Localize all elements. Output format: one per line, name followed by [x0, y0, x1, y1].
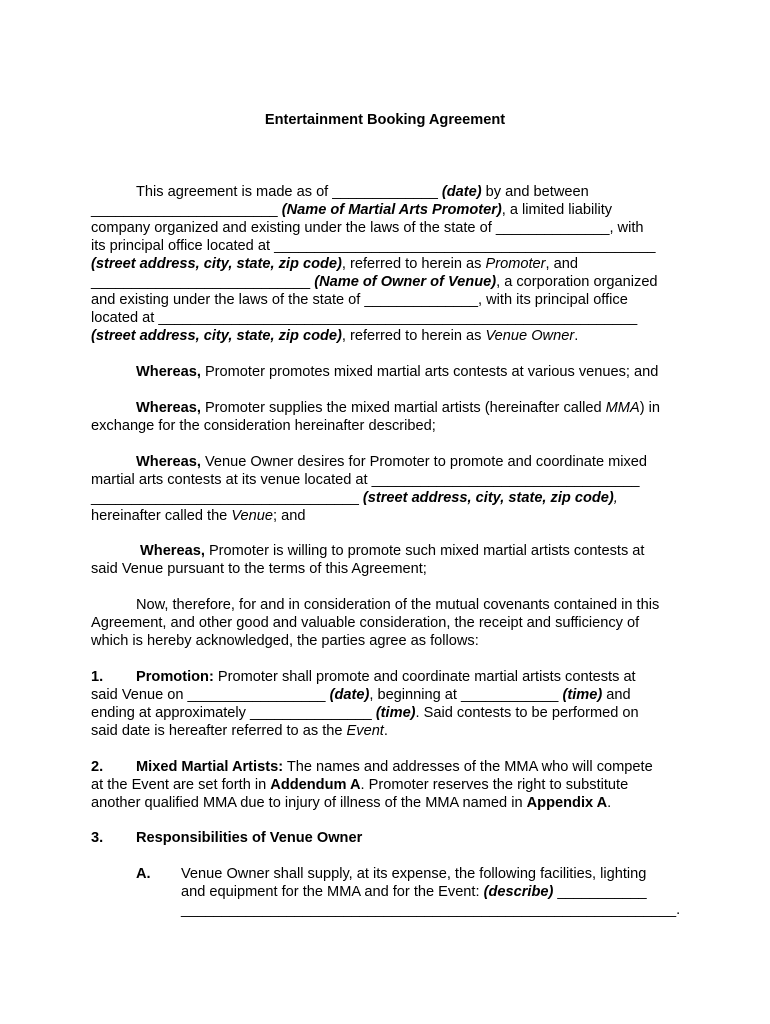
whereas-3-line-2: martial arts contests at its venue located at _________________________________ — [91, 472, 640, 488]
intro-line-2: _______________________ (Name of Martial Arts Promoter), a limited liability — [91, 202, 613, 218]
now-therefore-line-1: Now, therefore, for and in consideration of the mutual covenants contained in this — [136, 597, 660, 613]
intro-line-7: and existing under the laws of the state of ______________, with its principal office — [91, 292, 628, 308]
section-2-number: 2. — [91, 759, 104, 775]
whereas-4-line-1: Whereas, Promoter is willing to promote such mixed martial artists contests at — [140, 543, 645, 559]
section-1-number: 1. — [91, 669, 104, 685]
intro-line-3: company organized and existing under the laws of the state of ______________, with — [91, 220, 644, 236]
subsection-a-label: A. — [136, 866, 151, 882]
whereas-3-line-1: Whereas, Venue Owner desires for Promoter to promote and coordinate mixed — [136, 454, 648, 470]
now-therefore-line-2: Agreement, and other good and valuable consideration, the receipt and sufficiency of — [91, 615, 640, 631]
intro-line-1: This agreement is made as of _____________ (date) by and between — [136, 184, 589, 200]
intro-line-8: located at ___________________________________________________________ — [91, 310, 638, 326]
whereas-3-line-4: hereinafter called the Venue; and — [91, 508, 306, 524]
section-1-line-1: Promotion: Promoter shall promote and coordinate martial artists contests at — [136, 669, 636, 685]
intro-line-5: (street address, city, state, zip code), referred to herein as Promoter, and — [91, 256, 578, 272]
section-2-line-1: Mixed Martial Artists: The names and addresses of the MMA who will compete — [136, 759, 653, 775]
document-title: Entertainment Booking Agreement — [264, 112, 506, 128]
intro-line-4: its principal office located at _______________________________________________ — [91, 238, 656, 254]
whereas-2-line-1: Whereas, Promoter supplies the mixed martial artists (hereinafter called MMA) in — [136, 400, 660, 416]
section-1-line-4: said date is hereafter referred to as the Event. — [91, 723, 388, 739]
section-3-heading: Responsibilities of Venue Owner — [136, 830, 363, 846]
subsection-a-line-3: _____________________________________________________________. — [181, 902, 681, 918]
subsection-a-line-2: and equipment for the MMA and for the Event: (describe) ___________ — [181, 884, 647, 900]
whereas-1: Whereas, Promoter promotes mixed martial arts contests at various venues; and — [136, 364, 659, 380]
intro-line-9: (street address, city, state, zip code), referred to herein as Venue Owner. — [91, 328, 579, 344]
subsection-a-line-1: Venue Owner shall supply, at its expense, the following facilities, lighting — [181, 866, 647, 882]
whereas-2-line-2: exchange for the consideration hereinafter described; — [91, 418, 436, 434]
whereas-3-line-3: _________________________________ (street address, city, state, zip code), — [91, 490, 618, 506]
whereas-4-line-2: said Venue pursuant to the terms of this Agreement; — [91, 561, 427, 577]
section-1-line-2: said Venue on _________________ (date), beginning at ____________ (time) and — [91, 687, 631, 703]
section-2-line-2: at the Event are set forth in Addendum A. Promoter reserves the right to substitute — [91, 777, 629, 793]
section-1-line-3: ending at approximately _______________ (time). Said contests to be performed on — [91, 705, 639, 721]
section-2-line-3: another qualified MMA due to injury of illness of the MMA named in Appendix A. — [91, 795, 612, 811]
intro-line-6: ___________________________ (Name of Owner of Venue), a corporation organized — [91, 274, 658, 290]
now-therefore-line-3: which is hereby acknowledged, the parties agree as follows: — [91, 633, 479, 649]
section-3-number: 3. — [91, 830, 104, 846]
